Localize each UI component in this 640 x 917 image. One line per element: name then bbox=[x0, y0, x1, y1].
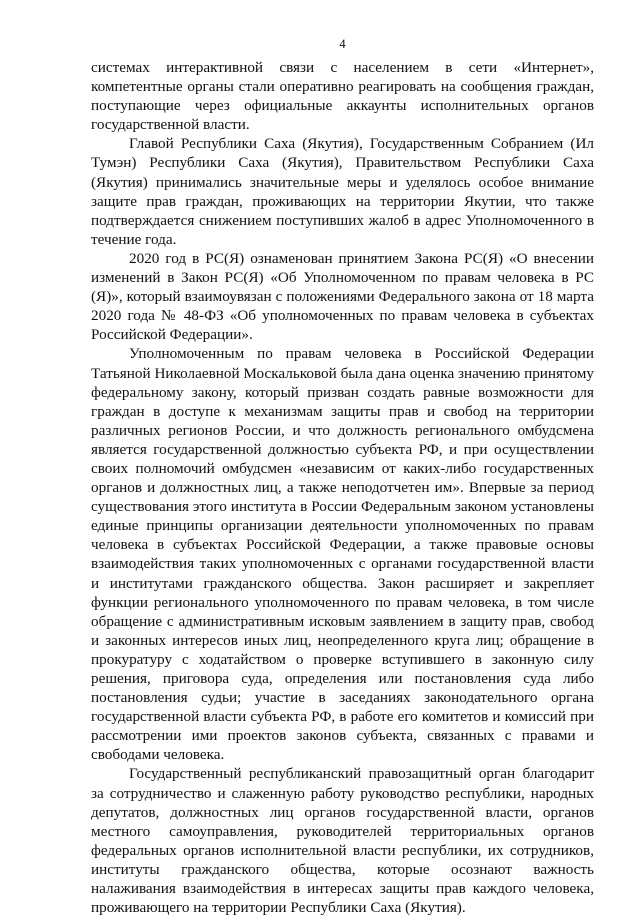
paragraph-law-2020: 2020 год в РС(Я) ознаменован принятием Закона РС(Я) «О внесении изменений в Закон РС(Я) «Об Уполномоченном по правам человека в РС (Я)», который взаимоувязан с положениями Федерального закона от 18 марта 2020 года № 48-ФЗ «Об уполномоченных по правам человека в субъектах Российской Федерации». bbox=[91, 249, 594, 344]
page-number: 4 bbox=[339, 37, 346, 51]
paragraph-gratitude: Государственный республиканский правозащитный орган благодарит за сотрудничество и слаженную работу руководство республики, народных депутатов, должностных лиц органов государственной власти, органов местного самоуправления, руководителей территориальных органов федеральных органов исполнительной власти республики, их сотрудников, институты гражданского общества, которые осознают важность налаживания взаимодействия в интересах защиты прав каждого человека, проживающего на территории Республики Саха (Якутия). bbox=[91, 765, 594, 917]
paragraph-online-channels: системах интерактивной связи с населением в сети «Интернет», компетентные органы стали оперативно реагировать на сообщения граждан, поступающие через официальные аккаунты исполнительных органов государственной власти. bbox=[91, 59, 594, 134]
paragraph-authorities-measures: Главой Республики Саха (Якутия), Государственным Собранием (Ил Тумэн) Республики Саха (Якутия), Правительством Республики Саха (Якутия) принимались значительные меры и уделялось особое внимание защите прав граждан, проживающих на территории Якутии, что также подтверждается снижением поступивших жалоб в адрес Уполномоченного в течение года. bbox=[91, 135, 594, 248]
document-page bbox=[91, 36, 594, 917]
paragraph-federal-law-assessment: Уполномоченным по правам человека в Российской Федерации Татьяной Николаевной Москальковой была дана оценка значению принятому федеральному закону, который призван создать равные возможности для граждан в доступе к механизмам защиты прав и свобод на территории различных регионов России, и что должность регионального омбудсмена является государственной должностью субъекта РФ, и при осуществлении своих полномочий омбудсмен «независим от каких-либо государственных органов и должностных лиц, а также неподотчетен им». Впервые за период существования этого института в России Федеральным законом установлены единые принципы организации деятельности уполномоченных по правам человека в субъектах Российской Федерации, а также правовые основы взаимодействия таких уполномоченных с органами государственной власти и институтами гражданского общества. Закон расширяет и закрепляет функции регионального уполномоченного по правам человека, в том числе обращение с административным исковым заявлением в защиту прав, свобод и законных интересов иных лиц, неопределенного круга лиц; обращение в прокуратуру с ходатайством о проверке вступившего в законную силу решения, приговора суда, определения или постановления суда либо постановления судьи; участие в заседаниях законодательного органа государственной власти субъекта РФ, в работе его комитетов и комиссий при рассмотрении ими проектов законов субъекта, связанных с правами и свободами человека. bbox=[91, 345, 594, 764]
